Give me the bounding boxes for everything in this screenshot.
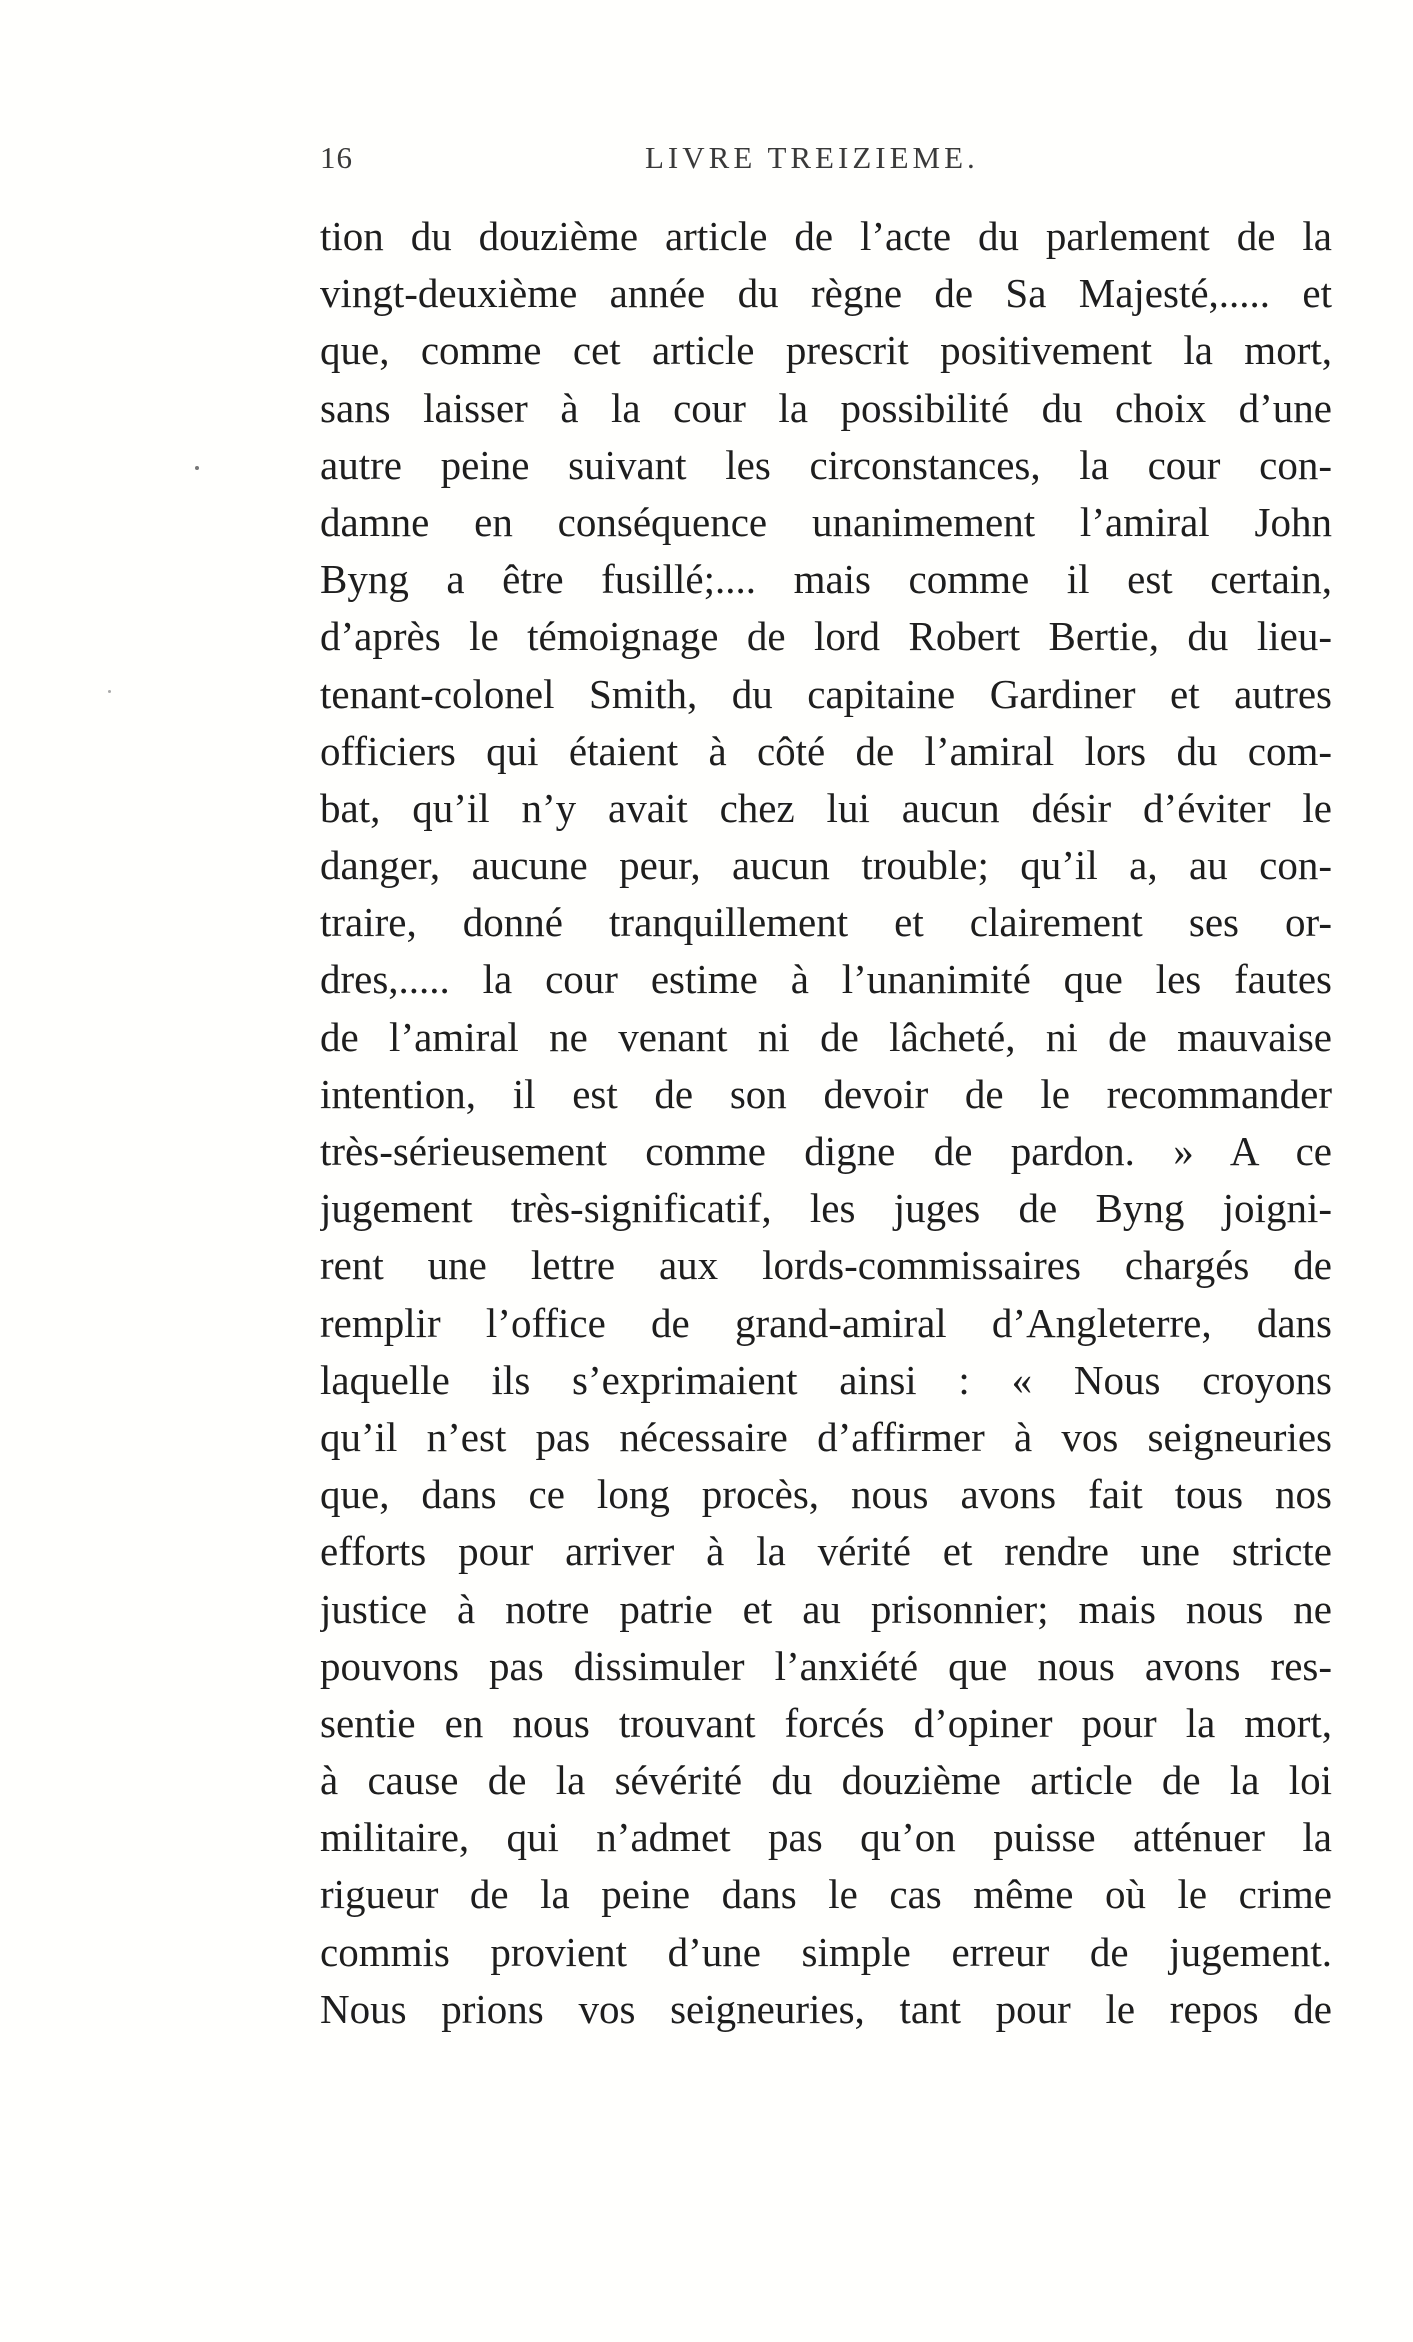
text-line: de l’amiral ne venant ni de lâcheté, ni de mauvaise	[320, 1013, 1332, 1060]
text-line: autre peine suivant les circonstances, la cour con-	[320, 441, 1332, 488]
text-line: militaire, qui n’admet pas qu’on puisse atténuer la	[320, 1814, 1332, 1861]
text-line: pouvons pas dissimuler l’anxiété que nous avons res-	[320, 1642, 1332, 1689]
text-line: vingt-deuxième année du règne de Sa Majesté,..... et	[320, 270, 1332, 317]
text-line: dres,..... la cour estime à l’unanimité que les fautes	[320, 956, 1332, 1003]
body-text	[320, 208, 1332, 2038]
text-line: remplir l’office de grand-amiral d’Angleterre, dans	[320, 1299, 1332, 1346]
text-line: que, dans ce long procès, nous avons fait tous nos	[320, 1471, 1332, 1518]
page-header	[320, 140, 1340, 190]
text-line: Byng a être fusillé;.... mais comme il est certain,	[320, 556, 1332, 603]
text-line: intention, il est de son devoir de le recommander	[320, 1070, 1332, 1117]
text-line: tenant-colonel Smith, du capitaine Gardiner et autres	[320, 670, 1332, 717]
text-line: bat, qu’il n’y avait chez lui aucun désir d’éviter le	[320, 784, 1332, 831]
text-line: Nous prions vos seigneuries, tant pour le repos de	[320, 1985, 1332, 2032]
text-line: officiers qui étaient à côté de l’amiral lors du com-	[320, 727, 1332, 774]
text-line: qu’il n’est pas nécessaire d’affirmer à vos seigneuries	[320, 1413, 1332, 1460]
page-number: 16	[320, 140, 353, 175]
text-line: tion du douzième article de l’acte du parlement de la	[320, 213, 1332, 259]
text-line: traire, donné tranquillement et clairement ses or-	[320, 899, 1332, 946]
text-line: très-sérieusement comme digne de pardon. » A ce	[320, 1128, 1332, 1174]
text-line: sans laisser à la cour la possibilité du choix d’une	[320, 384, 1332, 431]
text-line: rent une lettre aux lords-commissaires chargés de	[320, 1242, 1332, 1289]
ink-speck	[195, 466, 199, 470]
text-line: efforts pour arriver à la vérité et rendre une stricte	[320, 1528, 1332, 1575]
text-line: commis provient d’une simple erreur de jugement.	[320, 1928, 1332, 1975]
text-line: rigueur de la peine dans le cas même où le crime	[320, 1871, 1332, 1918]
text-line: sentie en nous trouvant forcés d’opiner pour la mort,	[320, 1699, 1332, 1746]
text-line: jugement très-significatif, les juges de Byng joigni-	[320, 1185, 1332, 1232]
text-line: laquelle ils s’exprimaient ainsi : « Nous croyons	[320, 1356, 1332, 1403]
running-title: LIVRE TREIZIEME.	[645, 140, 979, 175]
text-line: justice à notre patrie et au prisonnier; mais nous ne	[320, 1585, 1332, 1632]
ink-speck	[108, 690, 111, 693]
text-line: damne en conséquence unanimement l’amiral John	[320, 498, 1332, 545]
text-line: danger, aucune peur, aucun trouble; qu’il a, au con-	[320, 842, 1332, 889]
text-line: à cause de la sévérité du douzième article de la loi	[320, 1757, 1332, 1804]
text-line: que, comme cet article prescrit positivement la mort,	[320, 327, 1332, 374]
text-line: d’après le témoignage de lord Robert Bertie, du lieu-	[320, 613, 1332, 660]
